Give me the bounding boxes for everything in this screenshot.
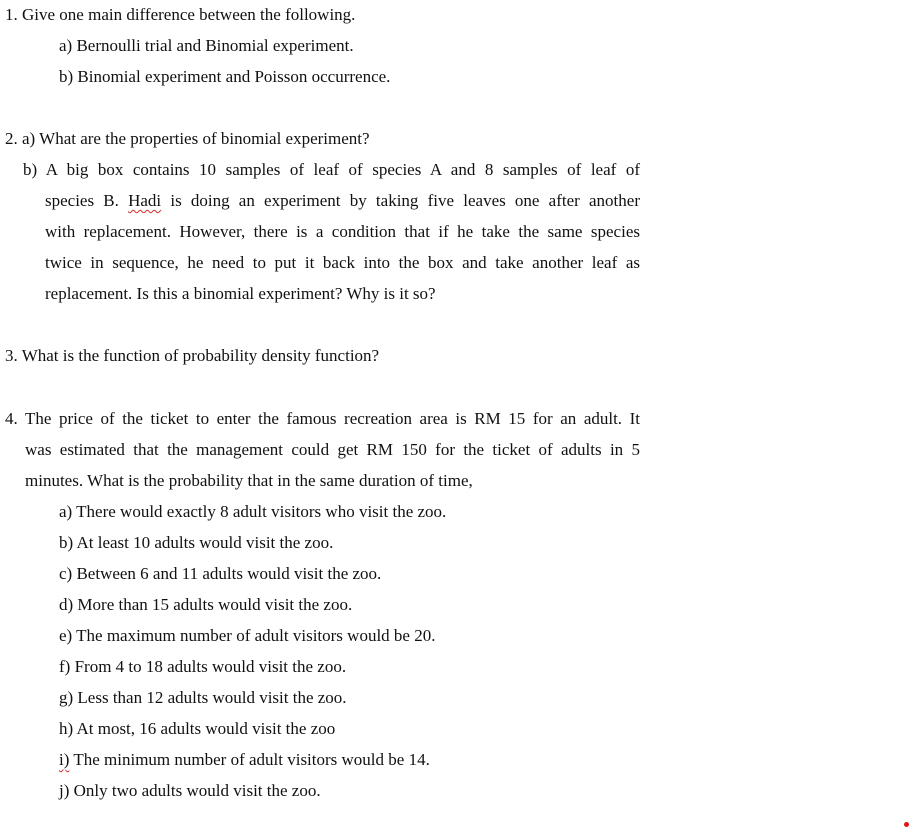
question-4-line-3: minutes. What is the probability that in the same duration of time,	[25, 471, 473, 490]
spellcheck-marker-i: i)	[59, 750, 70, 769]
question-4-line-1: 4. The price of the ticket to enter the famous recreation area is RM 15 for an adult. It	[5, 409, 640, 428]
question-2b-line-1: b) A big box contains 10 samples of leaf of species A and 8 samples of leaf of	[23, 160, 640, 179]
question-4g: g) Less than 12 adults would visit the zoo.	[59, 688, 347, 707]
question-1b: b) Binomial experiment and Poisson occurrence.	[59, 67, 391, 86]
question-4f: f) From 4 to 18 adults would visit the zoo.	[59, 657, 347, 676]
question-4c: c) Between 6 and 11 adults would visit the zoo.	[59, 564, 382, 583]
question-1a: a) Bernoulli trial and Binomial experiment.	[59, 36, 354, 55]
red-dot-marker	[904, 822, 909, 827]
question-1: 1. Give one main difference between the following.	[5, 5, 356, 24]
question-3: 3. What is the function of probability density function?	[5, 346, 380, 365]
spellcheck-word-hadi: Hadi	[128, 191, 162, 210]
question-2b-line-3: with replacement. However, there is a condition that if he take the same species	[45, 222, 640, 241]
question-4-line-2: was estimated that the management could get RM 150 for the ticket of adults in 5	[25, 440, 640, 459]
question-4a: a) There would exactly 8 adult visitors who visit the zoo.	[59, 502, 447, 521]
question-4i	[59, 750, 430, 770]
question-2b-line-4: twice in sequence, he need to put it back into the box and take another leaf as	[45, 253, 640, 272]
question-4j: j) Only two adults would visit the zoo.	[59, 781, 321, 800]
question-2b-line-5: replacement. Is this a binomial experiment? Why is it so?	[45, 284, 436, 303]
question-4b: b) At least 10 adults would visit the zoo.	[59, 533, 334, 552]
question-4h: h) At most, 16 adults would visit the zoo	[59, 719, 336, 738]
question-4d: d) More than 15 adults would visit the zoo.	[59, 595, 353, 614]
question-2a: 2. a) What are the properties of binomial experiment?	[5, 129, 370, 148]
question-2b-line-2	[45, 191, 640, 211]
question-4e: e) The maximum number of adult visitors would be 20.	[59, 626, 436, 645]
question-2b-line-2-end: is doing an experiment by taking five leaves one after another	[170, 191, 640, 210]
question-4i-text: The minimum number of adult visitors would be 14.	[73, 750, 430, 769]
question-2b-line-2-start: species B.	[45, 191, 119, 210]
